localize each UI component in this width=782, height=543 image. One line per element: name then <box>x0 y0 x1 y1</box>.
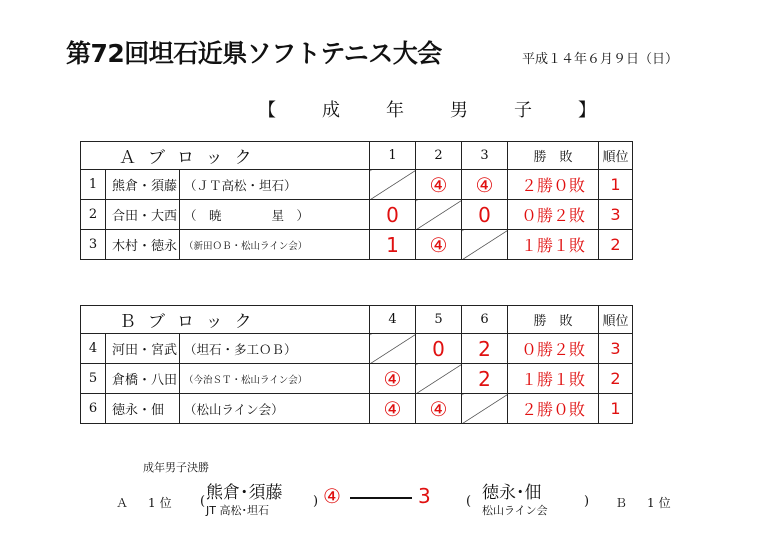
win-loss-result: １勝１敗 <box>508 364 599 394</box>
block-a-rank-header: 順位 <box>599 142 633 170</box>
self-match-cell <box>462 394 508 424</box>
finals-a-players: 熊倉･須藤 <box>206 483 283 503</box>
table-row <box>81 364 633 394</box>
win-loss-result: ２勝０敗 <box>508 170 599 200</box>
player-team: （新田ＯＢ・松山ライン会） <box>180 230 370 260</box>
block-a-table <box>80 141 633 260</box>
block-a-col-2: 2 <box>416 142 462 170</box>
win-loss-result: ２勝０敗 <box>508 394 599 424</box>
player-names: 河田・宮武 <box>106 334 180 364</box>
finals-a-paren-close: ) <box>313 494 319 509</box>
score-cell: 2 <box>462 334 508 364</box>
rank-value: 1 <box>599 170 633 200</box>
player-team: （坦石・多工ＯＢ） <box>180 334 370 364</box>
player-number: 6 <box>81 394 106 424</box>
score-cell: 1 <box>370 230 416 260</box>
player-number: 4 <box>81 334 106 364</box>
player-team: （ＪＴ高松・坦石） <box>180 170 370 200</box>
block-a-name: Ａブロック <box>81 142 370 170</box>
player-names: 倉橋・八田 <box>106 364 180 394</box>
self-match-cell <box>462 230 508 260</box>
block-a-col-3: 3 <box>462 142 508 170</box>
block-b-winloss-header: 勝 敗 <box>508 306 599 334</box>
tournament-title: 第72回坦石近県ソフトテニス大会 <box>66 39 442 68</box>
player-number: 3 <box>81 230 106 260</box>
event-date: 平成１４年６月９日（日） <box>522 52 679 67</box>
finals-b-paren-open: ( <box>466 494 472 509</box>
rank-value: 3 <box>599 200 633 230</box>
player-names: 木村・徳永 <box>106 230 180 260</box>
score-cell: 0 <box>370 200 416 230</box>
score-cell: ④ <box>370 364 416 394</box>
score-cell: ④ <box>416 230 462 260</box>
finals-b-score: 3 <box>418 484 431 508</box>
score-cell: ④ <box>416 170 462 200</box>
self-match-cell <box>370 334 416 364</box>
win-loss-result: ０勝２敗 <box>508 200 599 230</box>
score-cell: 2 <box>462 364 508 394</box>
player-number: 5 <box>81 364 106 394</box>
table-row <box>81 230 633 260</box>
block-b-col-6: 6 <box>462 306 508 334</box>
block-a-header-row <box>81 142 633 170</box>
block-b-col-4: 4 <box>370 306 416 334</box>
player-team: （松山ライン会） <box>180 394 370 424</box>
block-b-col-5: 5 <box>416 306 462 334</box>
player-number: 1 <box>81 170 106 200</box>
finals-a-score: ④ <box>323 484 341 508</box>
score-cell: ④ <box>416 394 462 424</box>
finals-b-seed: Ｂ 1位 <box>615 496 675 510</box>
win-loss-result: ０勝２敗 <box>508 334 599 364</box>
rank-value: 2 <box>599 230 633 260</box>
score-cell: 0 <box>416 334 462 364</box>
block-b-name: Ｂブロック <box>81 306 370 334</box>
score-cell: ④ <box>462 170 508 200</box>
finals-a-paren-open: ( <box>200 494 206 509</box>
player-team: （今治ＳＴ・松山ライン会） <box>180 364 370 394</box>
self-match-cell <box>416 364 462 394</box>
win-loss-result: １勝１敗 <box>508 230 599 260</box>
rank-value: 2 <box>599 364 633 394</box>
finals-a-team: JT 高松･坦石 <box>206 504 269 517</box>
player-number: 2 <box>81 200 106 230</box>
table-row <box>81 200 633 230</box>
player-names: 合田・大西 <box>106 200 180 230</box>
finals-b-team: 松山ライン会 <box>482 504 548 517</box>
player-names: 熊倉・須藤 <box>106 170 180 200</box>
self-match-cell <box>416 200 462 230</box>
block-b-header-row <box>81 306 633 334</box>
rank-value: 3 <box>599 334 633 364</box>
player-names: 徳永・佃 <box>106 394 180 424</box>
block-a-col-1: 1 <box>370 142 416 170</box>
self-match-cell <box>370 170 416 200</box>
finals-label: 成年男子決勝 <box>143 461 209 474</box>
player-team: （ 暁 星 ） <box>180 200 370 230</box>
score-cell: ④ <box>370 394 416 424</box>
category-heading: 【 成 年 男 子 】 <box>258 100 610 121</box>
finals-score-dash <box>350 497 412 499</box>
finals-a-seed: Ａ 1位 <box>116 496 176 510</box>
block-a-winloss-header: 勝 敗 <box>508 142 599 170</box>
block-b-table <box>80 305 633 424</box>
table-row <box>81 394 633 424</box>
score-cell: 0 <box>462 200 508 230</box>
finals-b-paren-close: ) <box>584 494 590 509</box>
table-row <box>81 334 633 364</box>
table-row <box>81 170 633 200</box>
finals-b-players: 徳永･佃 <box>482 483 542 503</box>
block-b-rank-header: 順位 <box>599 306 633 334</box>
rank-value: 1 <box>599 394 633 424</box>
